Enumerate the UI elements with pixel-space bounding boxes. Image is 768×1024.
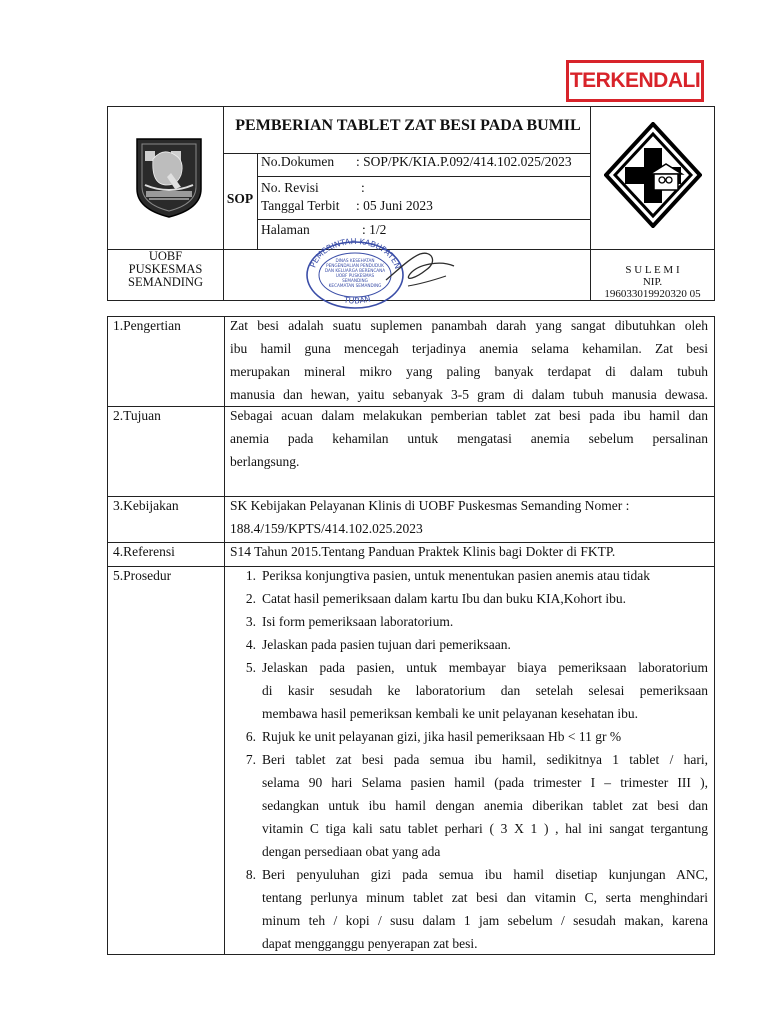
no-revisi-label: No. Revisi: [261, 180, 319, 195]
label-prosedur: 5.Prosedur: [113, 568, 172, 583]
terkendali-label: TERKENDALI: [569, 69, 701, 92]
prosedur-steps: [232, 564, 708, 955]
sop-label: SOP: [226, 191, 254, 206]
label-tujuan: 2.Tujuan: [113, 408, 161, 423]
procedure-step: [232, 656, 708, 725]
stamp-inner-line: KECAMATAN SEMANDING: [328, 283, 382, 288]
stamp-bottom-text: TUBAN: [343, 294, 372, 306]
step-text-line: dapat mengganggu penyerapan zat besi.: [262, 936, 478, 951]
step-text-line: membawa hasil pemeriksan kembali ke unit pelayanan kesehatan ibu.: [262, 706, 638, 721]
text-line: manusia dan hewan, yaitu sebanyak 3-5 gram di dalam tubuh manusia dewasa.: [230, 387, 708, 402]
org-line: UOBF: [148, 249, 183, 263]
halaman-label: Halaman: [261, 222, 310, 237]
sop-title: PEMBERIAN TABLET ZAT BESI PADA BUMIL: [235, 117, 581, 134]
stamp-inner-line: PENGENDALIAN PENDUDUK: [326, 263, 384, 268]
signer-nip-label: NIP.: [642, 276, 663, 288]
step-text-line: Beri tablet zat besi pada semua ibu hamil, sedikitnya 1 tablet / hari,: [262, 752, 708, 767]
signer-block: [591, 264, 714, 300]
referensi-text: S14 Tahun 2015.Tentang Panduan Praktek Klinis bagi Dokter di FKTP.: [230, 544, 616, 559]
step-text-line: sedangkan untuk ibu hamil dengan anemia diberikan tablet zat besi dan: [262, 798, 708, 813]
label-kebijakan: 3.Kebijakan: [113, 498, 179, 513]
signer-name: S U L E M I: [625, 264, 680, 276]
procedure-step: [232, 633, 708, 656]
no-revisi-value: :: [361, 180, 365, 195]
puskesmas-logo: [604, 122, 702, 228]
pengertian-text: [230, 314, 708, 406]
signer-nip: 196033019920320 05: [604, 288, 701, 300]
header-row-line-1: [257, 176, 590, 177]
signature-mark: [380, 240, 460, 300]
procedure-step: [232, 863, 708, 955]
step-number: 8.: [245, 867, 256, 882]
text-line: SK Kebijakan Pelayanan Klinis di UOBF Puskesmas Semanding Nomer :: [230, 498, 630, 513]
step-text-line: minum teh / kopi / susu dalam 1 jam sebelum / sesudah makan, karena: [262, 913, 708, 928]
stamp-inner-line: SEMANDING: [342, 278, 368, 283]
procedure-step: [232, 725, 708, 748]
table-border-left: [107, 316, 108, 954]
step-number: 1.: [245, 568, 256, 583]
text-line: Sebagai acuan dalam melakukan pemberian tablet zat besi pada ibu hamil dan: [230, 408, 708, 423]
step-text-line: selama 90 hari Selama pasien hamil (pada trimester I – trimester III ),: [262, 775, 708, 790]
step-text-line: Isi form pemeriksaan laboratorium.: [262, 614, 454, 629]
table-column-divider: [224, 316, 225, 954]
stamp-inner-line: UOBF PUSKESMAS: [335, 273, 375, 278]
label-pengertian: 1.Pengertian: [113, 318, 181, 333]
procedure-step: [232, 587, 708, 610]
tuban-emblem-logo: [131, 137, 207, 219]
halaman-value: : 1/2: [362, 222, 387, 237]
header-border-top: [107, 106, 715, 107]
header-row-line-2: [257, 219, 590, 220]
step-number: 3.: [245, 614, 256, 629]
step-number: 2.: [245, 591, 256, 606]
step-text-line: Rujuk ke unit pelayanan gizi, jika hasil pemeriksaan Hb < 11 gr %: [262, 729, 622, 744]
terkendali-stamp: [566, 60, 704, 102]
stamp-inner-line: DAN KELUARGA BERENCANA: [324, 268, 386, 273]
org-line: PUSKESMAS: [128, 262, 203, 276]
stamp-top-text: PEMERINTAH KABUPATEN: [308, 237, 403, 271]
organization-name: [108, 250, 223, 289]
header-border-bottom: [107, 300, 715, 301]
step-text-line: Jelaskan pada pasien tujuan dari pemeriksaan.: [262, 637, 511, 652]
text-line: berlangsung.: [230, 454, 300, 469]
step-text-line: dengan persediaan obat yang ada: [262, 844, 441, 859]
tanggal-terbit-label: Tanggal Terbit: [261, 198, 340, 213]
text-line: merupakan mineral mikro yang paling banyak terdapat di dalam tubuh: [230, 364, 708, 379]
kebijakan-text: [230, 494, 708, 540]
step-number: 6.: [245, 729, 256, 744]
step-text-line: di kasir sesudah ke laboratorium dan setelah selesai pemeriksaan: [262, 683, 708, 698]
step-text-line: vitamin C tiga kali satu tablet perhari ( 3 X 1 ) , hal ini sangat tergantung: [262, 821, 708, 836]
step-number: 4.: [245, 637, 256, 652]
no-dokumen-label: No.Dokumen: [261, 154, 335, 169]
step-text-line: Beri penyuluhan gizi pada semua ibu hamil disetiap kunjungan ANC,: [262, 867, 708, 882]
step-text-line: Jelaskan pada pasien, untuk membayar biaya pemeriksaan laboratorium: [262, 660, 708, 675]
text-line: Zat besi adalah suatu suplemen panambah darah yang sangat dibutuhkan oleh: [230, 318, 708, 333]
label-referensi: 4.Referensi: [113, 544, 175, 559]
tanggal-terbit-value: : 05 Juni 2023: [356, 198, 433, 213]
tujuan-text: [230, 404, 708, 473]
table-border-right: [714, 316, 715, 954]
procedure-step: [232, 748, 708, 863]
no-dokumen-value: : SOP/PK/KIA.P.092/414.102.025/2023: [356, 154, 572, 169]
header-border-right: [714, 106, 715, 300]
org-line: SEMANDING: [128, 275, 203, 289]
text-line: anemia pada kehamilan untuk mengatasi anemia sebelum persalinan: [230, 431, 708, 446]
step-text-line: Catat hasil pemeriksaan dalam kartu Ibu dan buku KIA,Kohort ibu.: [262, 591, 627, 606]
step-text-line: Periksa konjungtiva pasien, untuk menentukan pasien anemis atau tidak: [262, 568, 651, 583]
text-line: 188.4/159/KPTS/414.102.025.2023: [230, 521, 423, 536]
procedure-step: [232, 564, 708, 587]
procedure-step: [232, 610, 708, 633]
step-number: 5.: [245, 660, 256, 675]
stamp-inner-line: DINAS KESEHATAN: [335, 258, 375, 263]
text-line: ibu hamil guna mencegah terjadinya anemia selama kehamilan. Zat besi: [230, 341, 708, 356]
step-text-line: tentang perlunya minum tablet zat besi dan vitamin C, serta menghindari: [262, 890, 708, 905]
step-number: 7.: [245, 752, 256, 767]
